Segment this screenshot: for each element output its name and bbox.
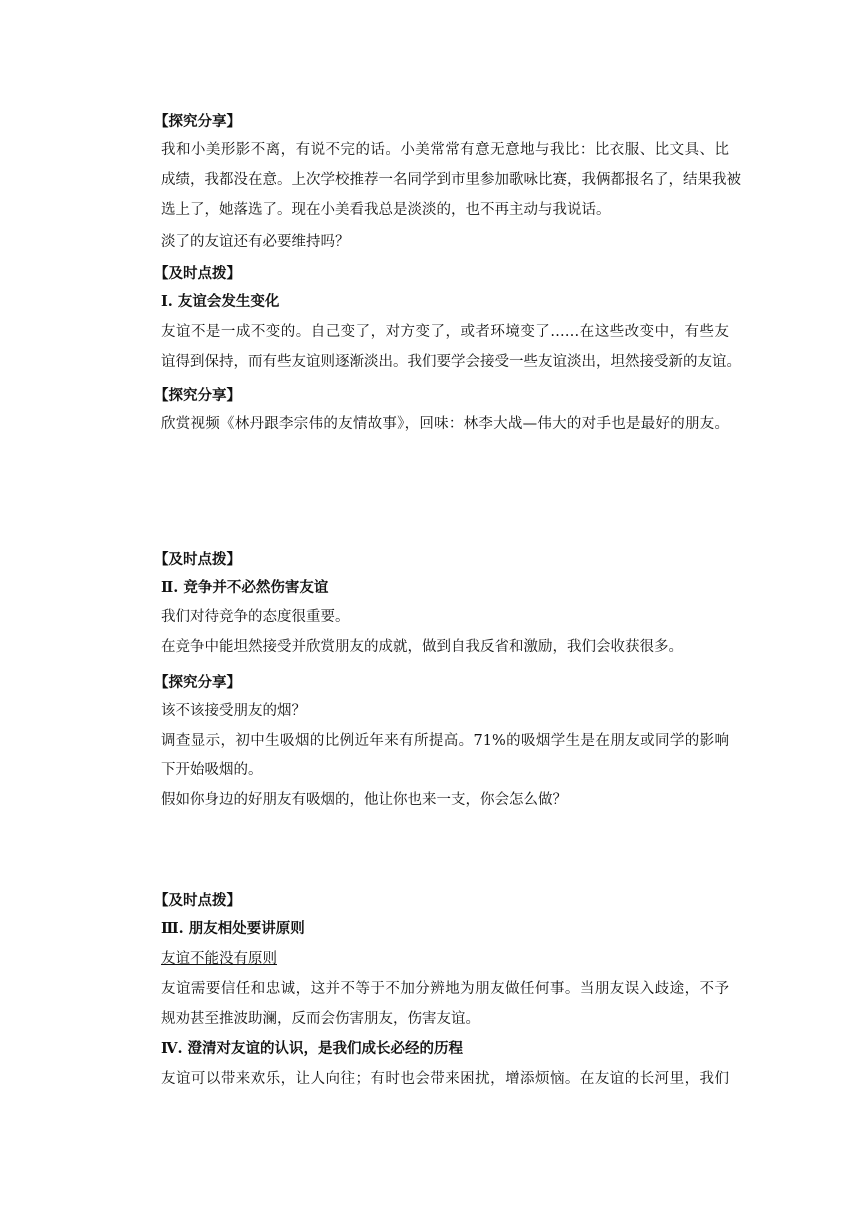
paragraph-line: 欣赏视频《林丹跟李宗伟的友情故事》，回味：林李大战—伟大的对手也是最好的朋友。 (161, 416, 729, 432)
question-line: 淡了的友谊还有必要维持吗？ (161, 234, 350, 250)
paragraph-line: 我们对待竞争的态度很重要。 (161, 609, 350, 625)
section-header-tip-2: 【及时点拨】 (154, 551, 241, 568)
paragraph-line: 下开始吸烟的。 (161, 762, 263, 778)
paragraph-line: 假如你身边的好朋友有吸烟的，他让你也来一支，你会怎么做？ (161, 792, 567, 808)
underlined-point: 友谊不能没有原则 (161, 951, 277, 967)
section-header-explore-3: 【探究分享】 (154, 674, 241, 691)
question-line: 该不该接受朋友的烟？ (161, 703, 306, 719)
paragraph-line: 我和小美形影不离，有说不完的话。小美常常有意无意地与我比：比衣服、比文具、比 (161, 142, 729, 158)
subheading-clarify-understanding: Ⅳ. 澄清对友谊的认识，是我们成长必经的历程 (161, 1040, 464, 1057)
paragraph-line: 友谊可以带来欢乐，让人向往；有时也会带来困扰，增添烦恼。在友谊的长河里，我们 (161, 1071, 729, 1087)
paragraph-line: 谊得到保持，而有些友谊则逐渐淡出。我们要学会接受一些友谊淡出，坦然接受新的友谊。 (161, 354, 741, 370)
section-header-explore-1: 【探究分享】 (154, 113, 241, 130)
paragraph-line: 友谊不是一成不变的。自己变了，对方变了，或者环境变了……在这些改变中，有些友 (161, 324, 729, 340)
subheading-competition: Ⅱ. 竞争并不必然伤害友谊 (161, 579, 329, 596)
paragraph-line: 调查显示，初中生吸烟的比例近年来有所提高。71%的吸烟学生是在朋友或同学的影响 (161, 733, 729, 749)
paragraph-line: 选上了，她落选了。现在小美看我总是淡淡的，也不再主动与我说话。 (161, 202, 611, 218)
section-header-explore-2: 【探究分享】 (154, 387, 241, 404)
paragraph-line: 友谊需要信任和忠诚，这并不等于不加分辨地为朋友做任何事。当朋友误入歧途，不予 (161, 981, 729, 997)
section-header-tip-3: 【及时点拨】 (154, 892, 241, 909)
paragraph-line: 成绩，我都没在意。上次学校推荐一名同学到市里参加歌咏比赛，我俩都报名了，结果我被 (161, 172, 741, 188)
section-header-tip-1: 【及时点拨】 (154, 265, 241, 282)
paragraph-line: 在竞争中能坦然接受并欣赏朋友的成就，做到自我反省和激励，我们会收获很多。 (161, 639, 683, 655)
paragraph-line: 规劝甚至推波助澜，反而会伤害朋友，伤害友谊。 (161, 1011, 480, 1027)
subheading-friendship-changes: Ⅰ. 友谊会发生变化 (161, 293, 280, 310)
subheading-principles: Ⅲ. 朋友相处要讲原则 (161, 920, 305, 937)
